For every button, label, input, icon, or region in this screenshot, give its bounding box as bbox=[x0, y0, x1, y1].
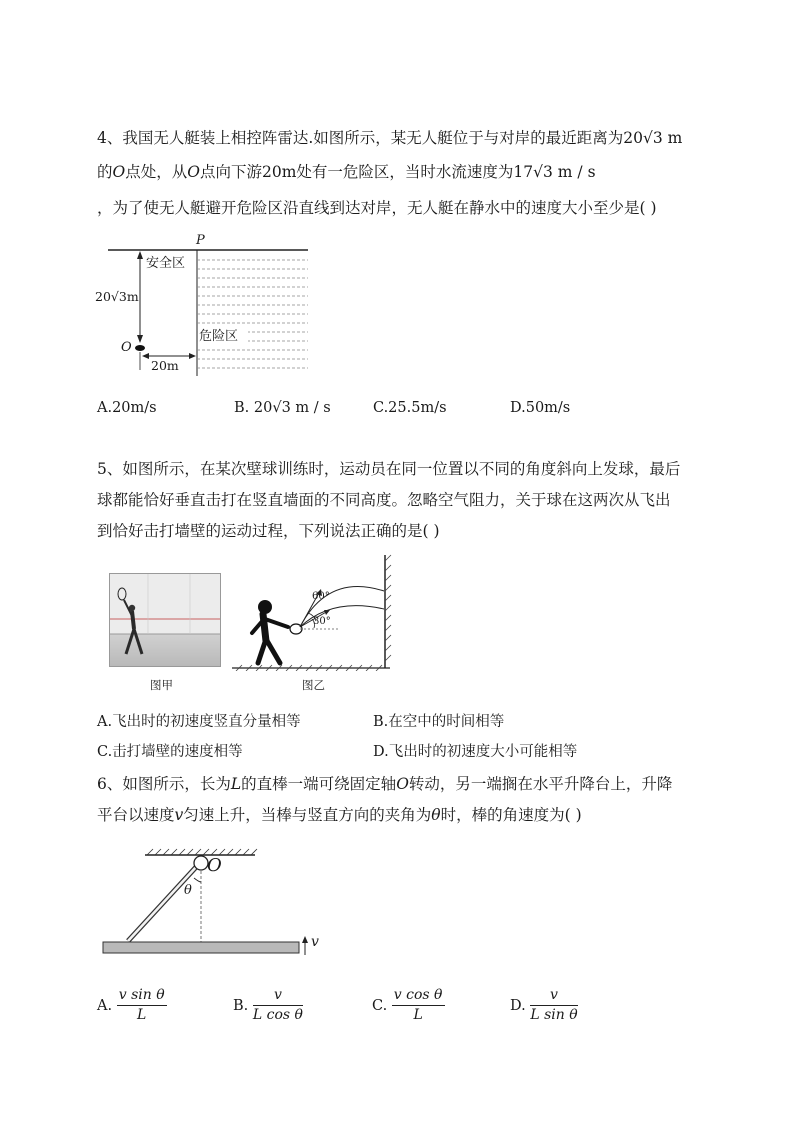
q4-arrow-left-icon bbox=[142, 353, 149, 359]
pivot-icon bbox=[194, 856, 208, 870]
angle-label-60: 60° bbox=[312, 591, 330, 602]
q4-line1-math: 20√3 m bbox=[623, 129, 683, 147]
q6-option-c-denominator: L bbox=[413, 1007, 423, 1024]
q6-option-b-fraction bbox=[253, 988, 303, 1024]
squash-player-photo bbox=[109, 573, 221, 667]
q6-line2-part-a: 平台以速度 bbox=[97, 806, 175, 824]
squash-trajectory-diagram bbox=[232, 553, 392, 671]
q4-arrow-up-icon bbox=[137, 251, 143, 259]
q6-option-a[interactable] bbox=[97, 988, 167, 1024]
q6-fig-label-theta: θ bbox=[184, 883, 192, 898]
q4-label-danger-zone: 危险区 bbox=[199, 329, 239, 344]
q6-line1-part-b: 的直棒一端可绕固定轴 bbox=[241, 775, 397, 793]
q4-option-c[interactable]: C.25.5m/s bbox=[373, 400, 447, 416]
q6-option-a-denominator: L bbox=[137, 1007, 147, 1024]
q6-option-c-letter: C. bbox=[372, 997, 388, 1014]
q6-option-d-numerator: v bbox=[530, 988, 577, 1006]
angle-label-30: 30° bbox=[313, 616, 331, 627]
squash-court-illustration bbox=[110, 574, 220, 666]
q4-option-b[interactable]: B. 20√3 m / s bbox=[234, 400, 331, 416]
player-leg-right bbox=[266, 639, 280, 663]
q5-option-c[interactable]: C.击打墙壁的速度相等 bbox=[97, 744, 243, 760]
q4-river-figure bbox=[90, 232, 320, 382]
q4-line1 bbox=[97, 126, 682, 148]
q4-line2-part-a: 的 bbox=[97, 163, 113, 181]
q6-line2-part-b: 匀速上升，当棒与竖直方向的夹角为 bbox=[183, 806, 432, 824]
caption-figure-b: 图乙 bbox=[302, 678, 325, 692]
q6-option-b-denominator: L cos θ bbox=[252, 1007, 303, 1024]
velocity-arrowhead-icon bbox=[302, 936, 308, 943]
lifting-platform bbox=[103, 942, 299, 953]
q6-option-c-fraction bbox=[392, 988, 445, 1024]
q5-option-d[interactable]: D.飞出时的初速度大小可能相等 bbox=[373, 744, 578, 760]
q6-var-l: L bbox=[230, 775, 242, 793]
q4-line2-part-b: 点处，从 bbox=[125, 163, 188, 181]
q4-arrow-down-icon bbox=[137, 335, 143, 343]
q6-option-a-fraction bbox=[117, 988, 167, 1024]
q6-option-b-letter: B. bbox=[233, 997, 249, 1014]
q4-label-p: P bbox=[196, 233, 205, 248]
q6-option-a-numerator: v sin θ bbox=[117, 988, 167, 1006]
q6-var-o: O bbox=[396, 775, 409, 793]
theta-arc bbox=[194, 878, 201, 882]
q6-option-b-numerator: v bbox=[253, 988, 303, 1006]
q4-boat-icon bbox=[135, 345, 145, 351]
q6-option-d-fraction bbox=[530, 988, 577, 1024]
q6-fig-label-v: v bbox=[311, 934, 319, 950]
q4-option-a[interactable]: A.20m/s bbox=[97, 400, 157, 416]
q4-danger-hatch bbox=[197, 260, 308, 368]
q6-line2 bbox=[97, 803, 582, 825]
q4-line3: ，为了使无人艇避开危险区沿直线到达对岸，无人艇在静水中的速度大小至少是( ) bbox=[97, 199, 657, 217]
q4-point-o-1: O bbox=[112, 163, 126, 181]
ceiling-hatch bbox=[147, 849, 257, 855]
q6-option-d-letter: D. bbox=[510, 997, 526, 1014]
q4-option-d[interactable]: D.50m/s bbox=[510, 400, 571, 416]
q6-option-a-letter: A. bbox=[97, 997, 113, 1014]
q6-var-theta: θ bbox=[431, 806, 441, 824]
q5-line3: 到恰好击打墙壁的运动过程，下列说法正确的是( ) bbox=[97, 522, 440, 540]
q5-option-a[interactable]: A.飞出时的初速度竖直分量相等 bbox=[97, 714, 301, 730]
q4-point-o-2: O bbox=[187, 163, 200, 181]
q6-var-v: v bbox=[174, 806, 184, 824]
q4-arrow-right-icon bbox=[189, 353, 196, 359]
q4-line2 bbox=[97, 160, 596, 182]
q5-line1: 5、如图所示，在某次壁球训练时，运动员在同一位置以不同的角度斜向上发球，最后 bbox=[97, 460, 681, 478]
q4-line2-math: 17√3 m / s bbox=[513, 163, 596, 181]
q6-line1-part-c: 转动，另一端搁在水平升降台上，升降 bbox=[408, 775, 673, 793]
q6-option-b[interactable] bbox=[233, 988, 303, 1024]
q6-line1-part-a: 6、如图所示，长为 bbox=[97, 775, 231, 793]
q6-line2-part-c: 时，棒的角速度为( ) bbox=[440, 806, 582, 824]
q6-line1 bbox=[97, 772, 672, 794]
q4-label-distance: 20√3m bbox=[95, 289, 139, 304]
q4-label-o: O bbox=[121, 340, 132, 355]
q6-option-c[interactable] bbox=[372, 988, 445, 1024]
q6-option-d[interactable] bbox=[510, 988, 578, 1024]
q5-option-b[interactable]: B.在空中的时间相等 bbox=[373, 714, 505, 730]
caption-figure-a: 图甲 bbox=[150, 678, 173, 692]
player-arm-right bbox=[265, 619, 288, 627]
q4-line2-part-c: 点向下游20m处有一危险区，当时水流速度为 bbox=[199, 163, 514, 181]
q4-label-safe-zone: 安全区 bbox=[146, 256, 186, 271]
q5-line2: 球都能恰好垂直击打在竖直墙面的不同高度。忽略空气阻力，关于球在这两次从飞出 bbox=[97, 491, 671, 509]
q4-label-20m: 20m bbox=[151, 358, 179, 373]
q4-line1-text: 4、我国无人艇装上相控阵雷达.如图所示，某无人艇位于与对岸的最近距离为 bbox=[97, 129, 624, 147]
q6-option-c-numerator: v cos θ bbox=[392, 988, 445, 1006]
q6-fig-label-o: O bbox=[207, 855, 222, 876]
q6-option-d-denominator: L sin θ bbox=[530, 1007, 578, 1024]
rod bbox=[128, 866, 197, 941]
player-leg-left bbox=[258, 639, 266, 663]
wall-hatch bbox=[385, 555, 391, 661]
